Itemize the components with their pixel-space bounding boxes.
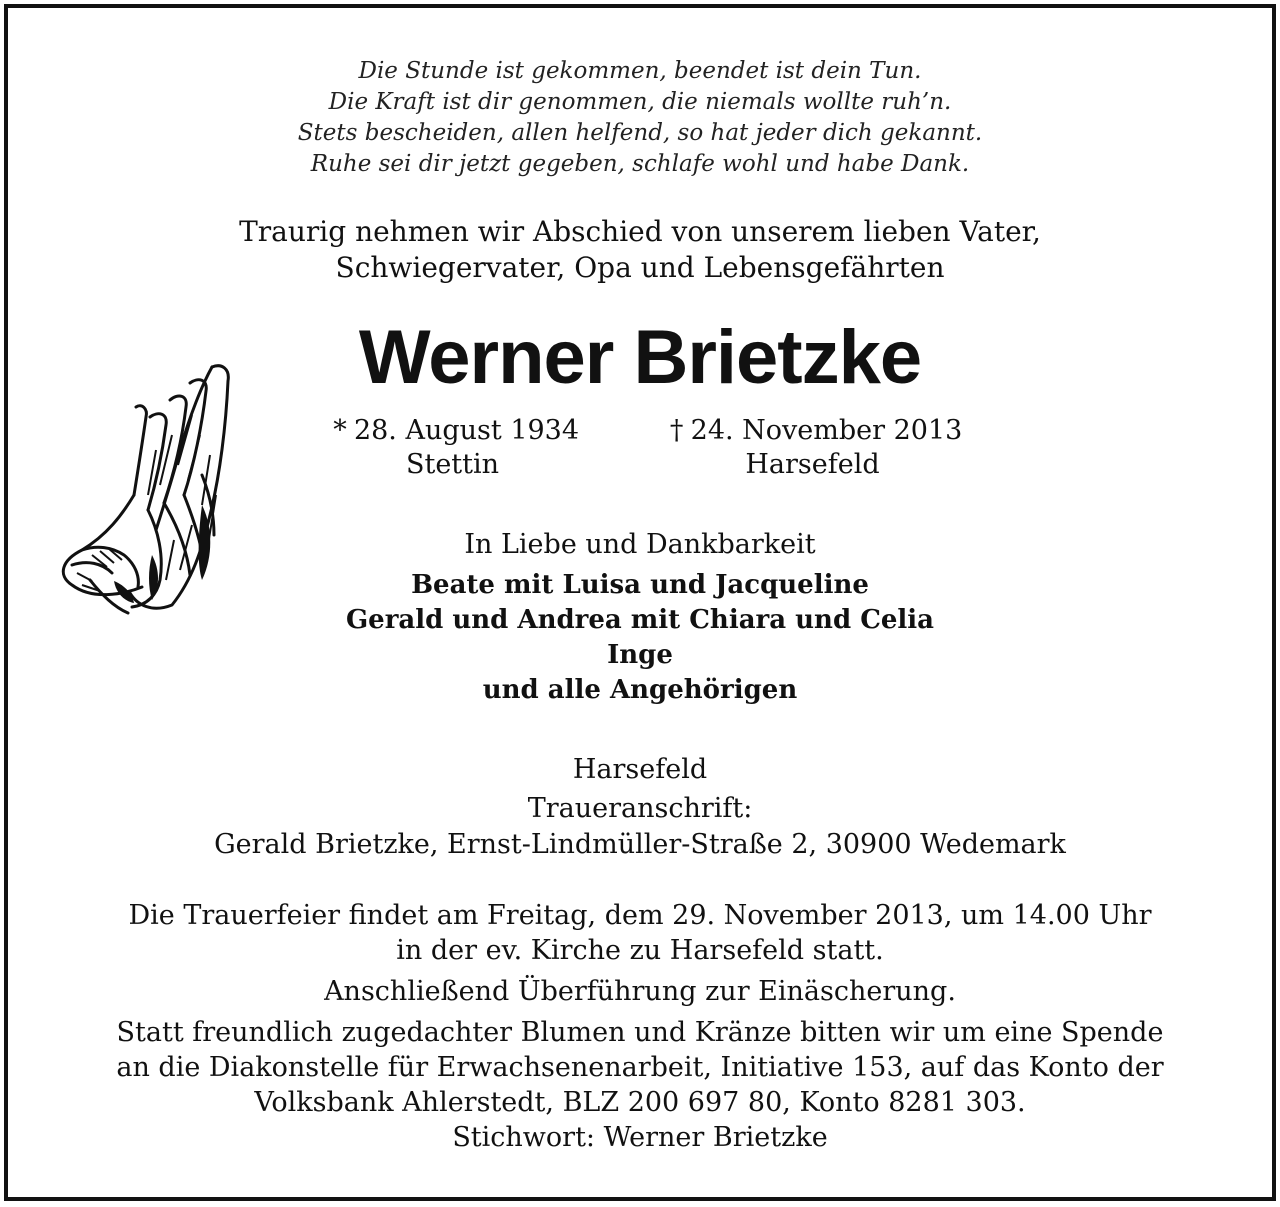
birth-info (300, 414, 605, 482)
donation-line: Stichwort: Werner Brietzke (452, 1122, 828, 1153)
poem-line: Stets bescheiden, allen helfend, so hat jeder dich gekannt. (297, 120, 983, 146)
deceased-name: Werner Brietzke (358, 315, 922, 400)
family-line: und alle Angehörigen (482, 675, 798, 705)
death-date: 24. November 2013 (690, 415, 963, 446)
birth-date-line (300, 414, 605, 448)
death-dagger-icon: † (669, 415, 684, 446)
death-date-line (640, 414, 985, 448)
service-line: Die Trauerfeier findet am Freitag, dem 29. November 2013, um 14.00 Uhr (128, 900, 1152, 931)
transfer-note: Anschließend Überführung zur Einäscherung. (324, 976, 956, 1007)
intro-line: Schwiegervater, Opa und Lebensgefährten (335, 251, 945, 284)
death-place: Harsefeld (745, 449, 880, 480)
poem-line: Ruhe sei dir jetzt gegeben, schlafe wohl und habe Dank. (310, 151, 970, 177)
donation-line: Statt freundlich zugedachter Blumen und Kränze bitten wir um eine Spende (116, 1017, 1164, 1048)
family-list (0, 568, 1280, 708)
birth-star-icon: * (333, 415, 347, 446)
death-info (640, 414, 985, 482)
donation-line: an die Diakonstelle für Erwachsenenarbeit, Initiative 153, auf das Konto der (116, 1052, 1164, 1083)
intro-text (0, 214, 1280, 286)
birth-place: Stettin (405, 449, 500, 480)
service-line: in der ev. Kirche zu Harsefeld statt. (396, 935, 884, 966)
love-line: In Liebe und Dankbarkeit (464, 529, 816, 560)
service-info (0, 898, 1280, 968)
poem-line: Die Kraft ist dir genommen, die niemals wollte ruh’n. (328, 89, 952, 115)
address-label: Traueranschrift: (527, 793, 753, 824)
poem-line: Die Stunde ist gekommen, beendet ist dein Tun. (358, 58, 922, 84)
family-line: Inge (607, 640, 673, 670)
donation-line: Volksbank Ahlerstedt, BLZ 200 697 80, Konto 8281 303. (254, 1087, 1026, 1118)
mourning-address: Gerald Brietzke, Ernst-Lindmüller-Straße 2, 30900 Wedemark (214, 829, 1066, 860)
family-line: Beate mit Luisa und Jacqueline (411, 570, 869, 600)
donation-info (0, 1015, 1280, 1155)
family-line: Gerald und Andrea mit Chiara und Celia (345, 605, 935, 635)
poem (0, 56, 1280, 180)
intro-line: Traurig nehmen wir Abschied von unserem lieben Vater, (239, 215, 1041, 248)
place: Harsefeld (572, 754, 708, 785)
birth-date: 28. August 1934 (353, 415, 580, 446)
